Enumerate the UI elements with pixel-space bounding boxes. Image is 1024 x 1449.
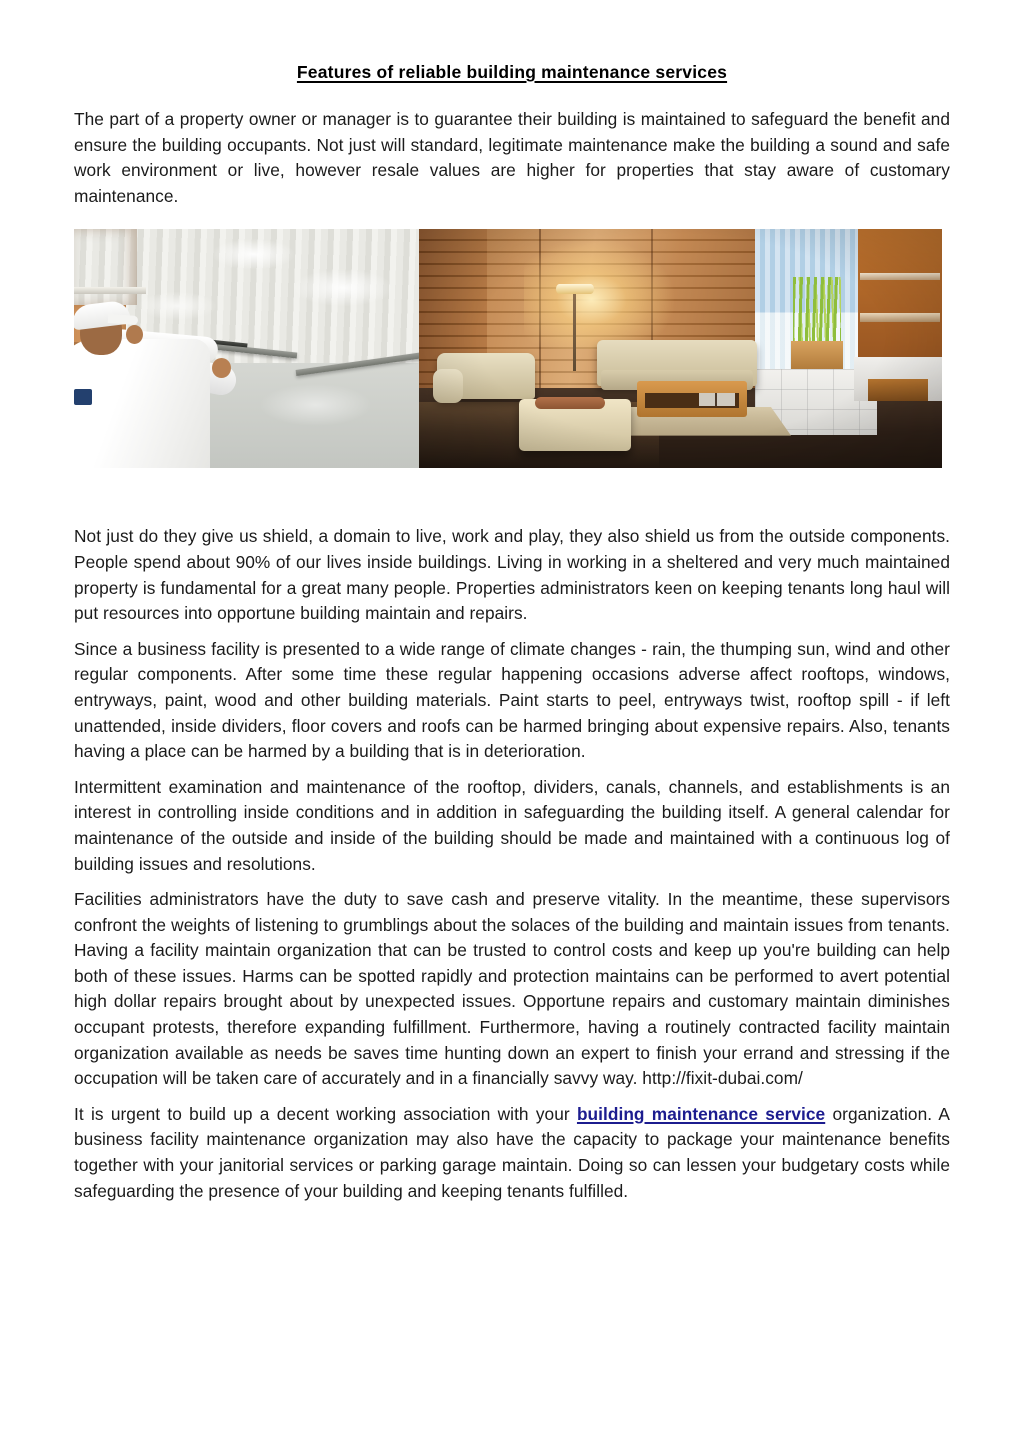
photo-living-room-interior	[419, 229, 942, 468]
paragraph-inspection: Intermittent examination and maintenance of the rooftop, dividers, canals, channels, and establishments is an interest in controlling inside conditions and in addition in safeguarding the building itself. A general calendar for maintenance of the outside and inside of the building should be made and maintained with a continuous log of building issues and resolutions.	[74, 776, 950, 874]
wall-ledge	[74, 287, 146, 294]
figure-building-maintenance	[74, 229, 942, 468]
building-maintenance-service-link[interactable]: building maintenance service	[576, 1103, 826, 1124]
page-title-text: Features of reliable building maintenance services	[296, 62, 728, 82]
paragraph-closing	[74, 1102, 950, 1204]
paragraph-facilities	[74, 887, 950, 1092]
photo-vignette	[419, 229, 942, 468]
uniform-logo-patch	[74, 389, 92, 405]
website-url-text: http://fixit-dubai.com/	[642, 1068, 803, 1089]
paragraph-shield: Not just do they give us shield, a domain to live, work and play, they also shield us from the outside components. People spend about 90% of our lives inside buildings. Living in working in a sheltered and very much maintained property is fundamental for a great many people. Properties administrators keen on keeping tenants long haul will put resources into opportune building maintain and repairs.	[74, 526, 950, 624]
page-title	[74, 0, 950, 83]
paragraph-intro: The part of a property owner or manager is to guarantee their building is maintained to safeguard the benefit and ensure the building occupants. Not just will standard, legitimate maintenance make the building a sound and safe work environment or live, however resale values are higher for properties that stay aware of customary maintenance.	[74, 109, 950, 206]
paragraph-facilities-text: Facilities administrators have the duty to save cash and preserve vitality. In the meantime, these supervisors confront the weights of listening to grumblings about the solaces of the building and maintain issues from tenants. Having a facility maintain organization that can be trusted to control costs and keep up you're building can help both of these issues. Harms can be spotted rapidly and protection maintains can be performed to avert potential high dollar repairs brought about by unexpected issues. Opportune repairs and customary maintain diminishes occupant protests, therefore expanding fulfillment. Furthermore, having a routinely contracted facility maintain organization available as needs be saves time hunting down an expert to finish your errand and stressing if the occupation will be taken care of accurately and in a financially savvy way.	[74, 889, 950, 1089]
photo-worker-plastering-wall	[74, 229, 419, 468]
paragraph-climate: Since a business facility is presented to a wide range of climate changes - rain, the thumping sun, wind and other regular components. After some time these regular happening occasions adverse affect rooftops, windows, entryways, paint, wood and other building materials. Paint starts to peel, entryways twist, rooftop spill - if left unattended, inside dividers, floor covers and roofs can be harmed bringing about expensive repairs. Also, tenants having a place can be harmed by a building that is in deterioration.	[74, 638, 950, 762]
worker-body	[74, 339, 210, 468]
closing-text-before-link: It is urgent to build up a decent working association with your	[74, 1103, 577, 1124]
closing-text-after-link: organization. A business facility maintenance organization may also have the capacity to package your maintenance benefits together with your janitorial services or parking garage maintain. Doing so can lessen your budgetary costs while safeguarding the presence of your building and keeping tenants fulfilled.	[74, 1103, 950, 1201]
